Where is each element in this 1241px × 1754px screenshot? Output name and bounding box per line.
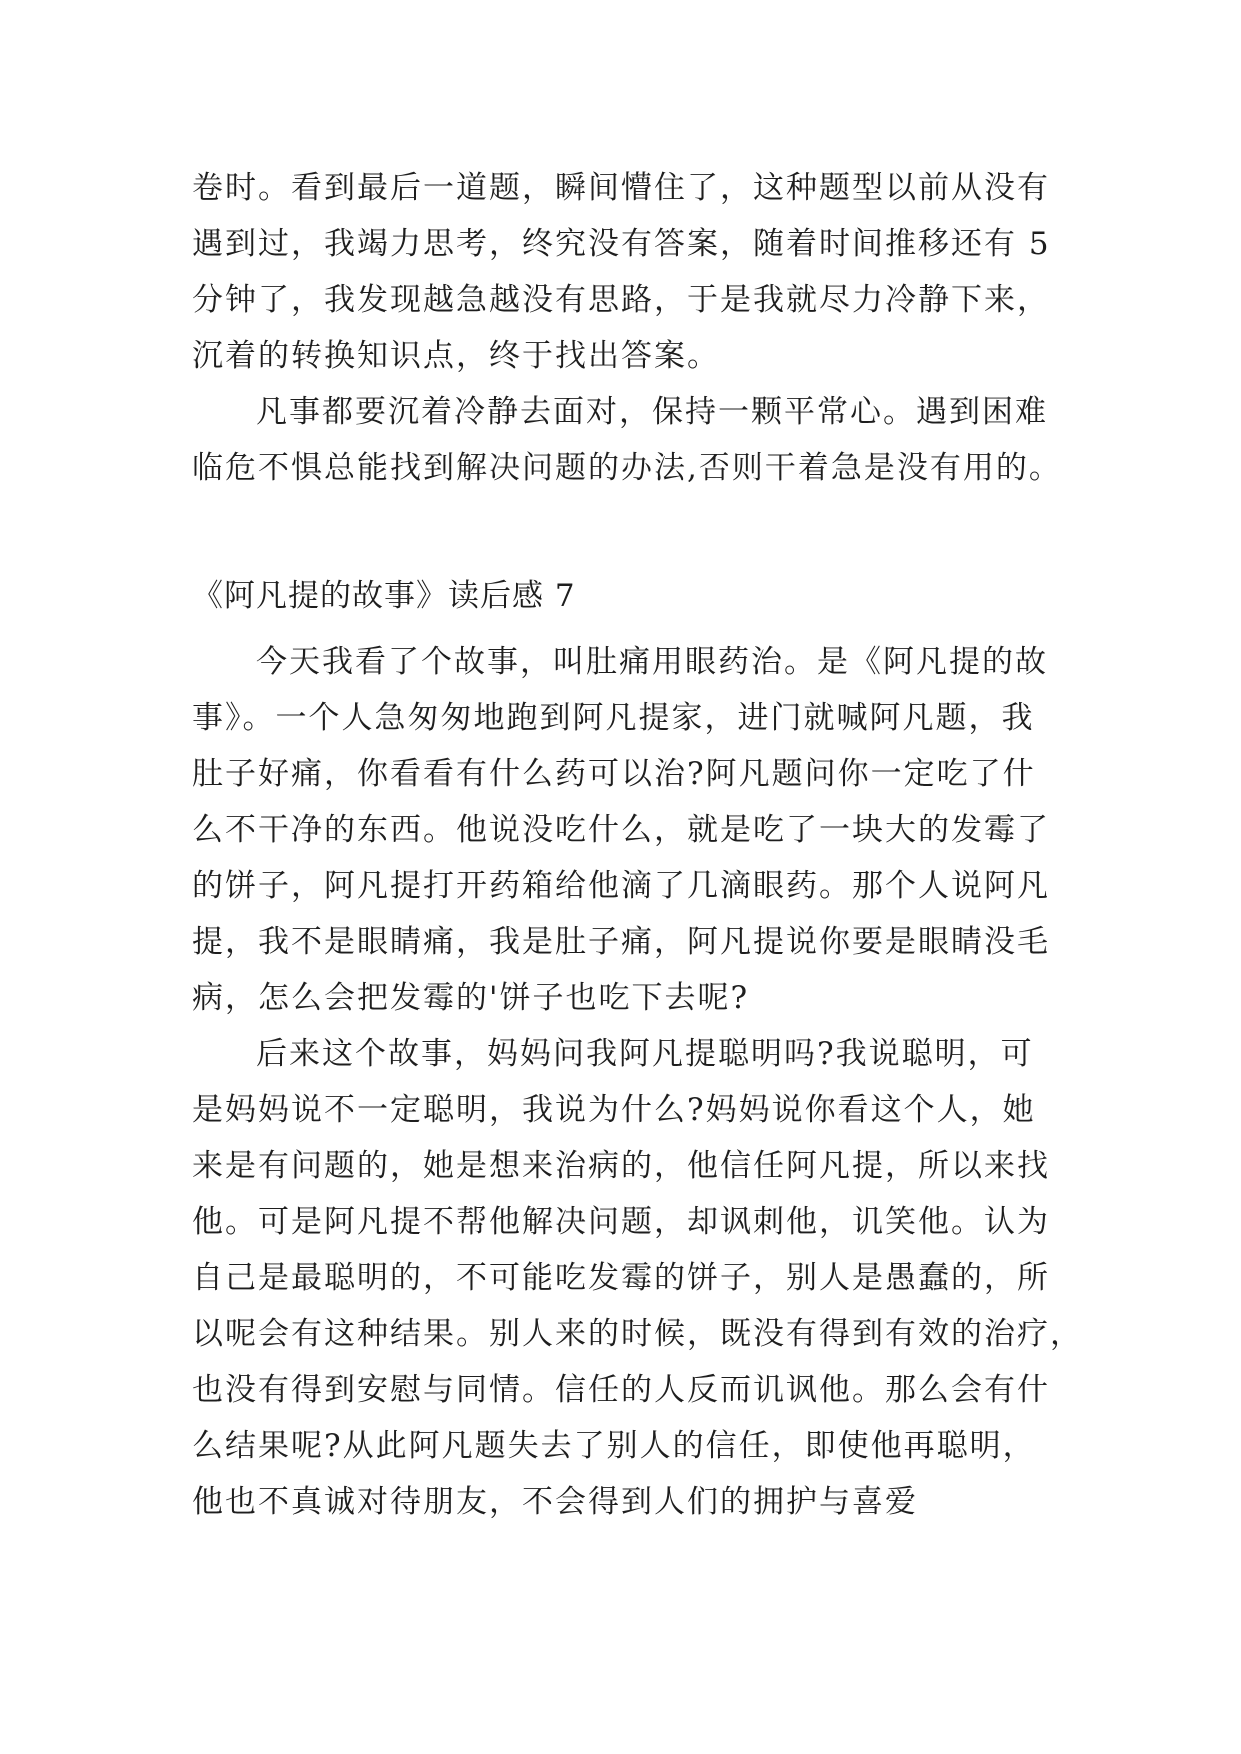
text-line: 么结果呢?从此阿凡题失去了别人的信任，即使他再聪明， <box>192 1428 1036 1464</box>
text-line: 遇到过，我竭力思考，终究没有答案，随着时间推移还有 5 <box>192 226 1051 262</box>
section-heading: 《阿凡提的故事》读后感 7 <box>192 578 576 614</box>
text-line: 是妈妈说不一定聪明，我说为什么?妈妈说你看这个人，她 <box>192 1092 1036 1128</box>
text-line: 分钟了，我发现越急越没有思路，于是我就尽力冷静下来， <box>192 282 1050 318</box>
paragraph-story <box>192 634 1072 1026</box>
text-line: 临危不惧总能找到解决问题的办法,否则干着急是没有用的。 <box>192 450 1062 486</box>
text-line: 事》。一个人急匆匆地跑到阿凡提家，进门就喊阿凡题，我 <box>192 700 1035 736</box>
paragraph-reflection <box>192 1026 1083 1530</box>
text-line: 凡事都要沉着冷静去面对，保持一颗平常心。遇到困难 <box>256 394 1048 430</box>
paragraph-conclusion <box>192 384 1072 496</box>
text-line: 来是有问题的，她是想来治病的，他信任阿凡提，所以来找 <box>192 1148 1050 1184</box>
text-line: 自己是最聪明的，不可能吃发霉的饼子，别人是愚蠢的，所 <box>192 1260 1050 1296</box>
text-line: 也没有得到安慰与同情。信任的人反而讥讽他。那么会有什 <box>192 1372 1050 1408</box>
text-line: 沉着的转换知识点，终于找出答案。 <box>192 338 720 374</box>
text-line: 他。可是阿凡提不帮他解决问题，却讽刺他，讥笑他。认为 <box>192 1204 1050 1240</box>
text-line: 么不干净的东西。他说没吃什么，就是吃了一块大的发霉了 <box>192 812 1050 848</box>
text-line: 卷时。看到最后一道题，瞬间懵住了，这种题型以前从没有 <box>192 170 1050 206</box>
text-line: 后来这个故事，妈妈问我阿凡提聪明吗?我说聪明，可 <box>256 1036 1034 1072</box>
text-line: 今天我看了个故事，叫肚痛用眼药治。是《阿凡提的故 <box>256 644 1048 680</box>
text-line: 的饼子，阿凡提打开药箱给他滴了几滴眼药。那个人说阿凡 <box>192 868 1050 904</box>
text-line: 提，我不是眼睛痛，我是肚子痛，阿凡提说你要是眼睛没毛 <box>192 924 1050 960</box>
text-line: 肚子好痛，你看看有什么药可以治?阿凡题问你一定吃了什 <box>192 756 1036 792</box>
document-page <box>192 160 1083 1530</box>
paragraph-continuation <box>192 160 1072 384</box>
text-line: 病，怎么会把发霉的'饼子也吃下去呢? <box>192 980 750 1016</box>
text-line: 他也不真诚对待朋友，不会得到人们的拥护与喜爱 <box>192 1484 918 1520</box>
text-line: 以呢会有这种结果。别人来的时候，既没有得到有效的治疗， <box>192 1316 1083 1352</box>
